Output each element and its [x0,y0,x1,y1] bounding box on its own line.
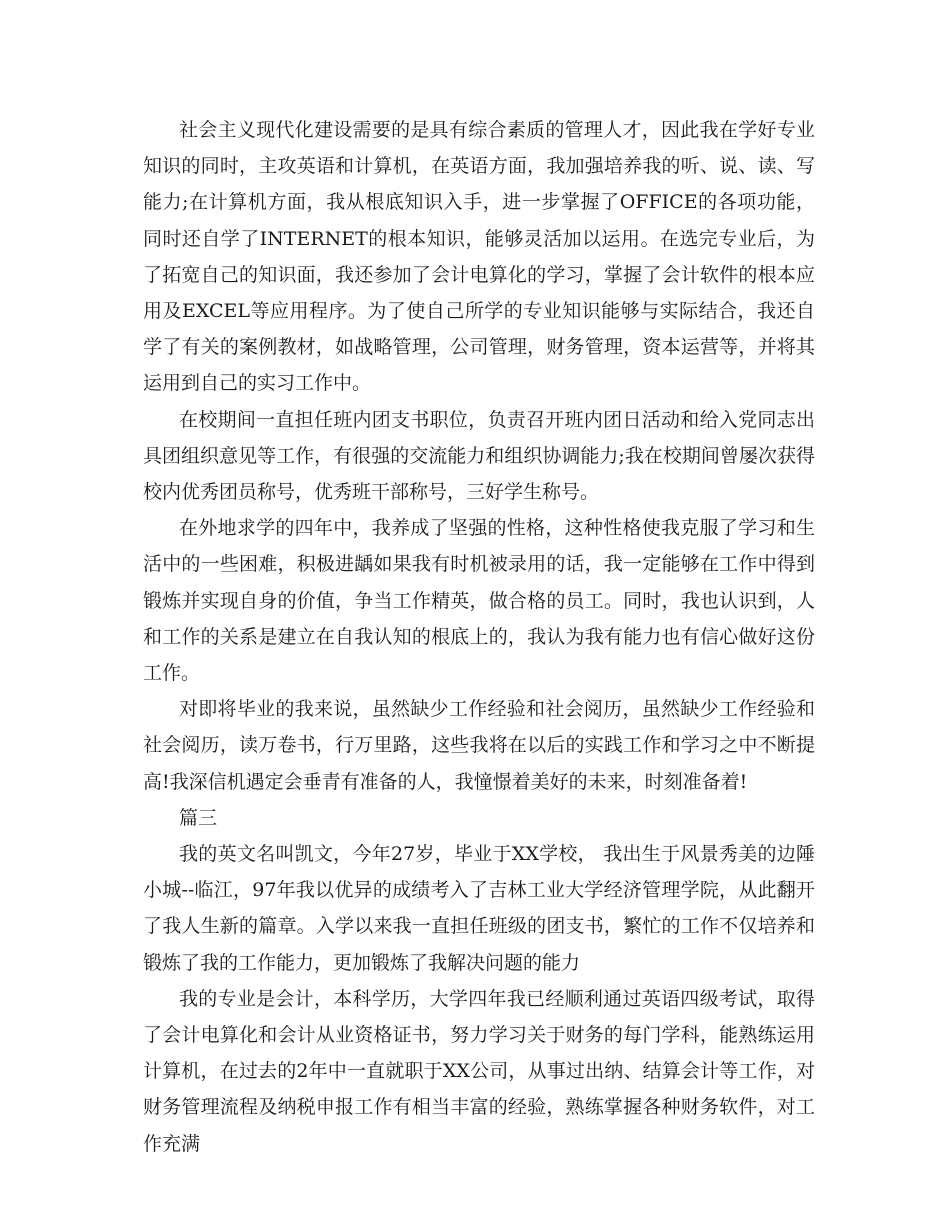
paragraph-major: 我的专业是会计，本科学历，大学四年我已经顺利通过英语四级考试，取得了会计电算化和会计从业资格证书，努力学习关于财务的每门学科，能熟练运用计算机，在过去的2年中一直就职于XX公司，从事过出纳、结算会计等工作，对财务管理流程及纳税申报工作有相当丰富的经验，熟练掌握各种财务软件，对工作充满 [143,987,815,1155]
document-body [143,112,815,1162]
paragraph-introduction: 我的英文名叫凯文，今年27岁，毕业于XX学校， 我出生于风景秀美的边陲小城--临江，97年我以优异的成绩考入了吉林工业大学经济管理学院，从此翻开了我人生新的篇章。入学以来我一直担任班级的团支书，繁忙的工作不仅培养和锻炼了我的工作能力，更加锻炼了我解决问题的能力 [143,843,815,974]
paragraph-character: 在外地求学的四年中，我养成了坚强的性格，这种性格使我克服了学习和生活中的一些困难，积极进龋如果我有时机被录用的话，我一定能够在工作中得到锻炼并实现自身的价值，争当工作精英，做合格的员工。同时，我也认识到，人和工作的关系是建立在自我认知的根底上的，我认为我有能力也有信心做好这份工作。 [143,517,815,685]
paragraph-conclusion: 对即将毕业的我来说，虽然缺少工作经验和社会阅历，虽然缺少工作经验和社会阅历，读万卷书，行万里路，这些我将在以后的实践工作和学习之中不断提高!我深信机遇定会垂青有准备的人，我憧憬着美好的未来，时刻准备着! [143,698,815,793]
paragraph-campus-roles: 在校期间一直担任班内团支书职位，负责召开班内团日活动和给入党同志出具团组织意见等工作，有很强的交流能力和组织协调能力;我在校期间曾屡次获得校内优秀团员称号，优秀班干部称号，三好学生称号。 [143,408,815,504]
paragraph-study: 社会主义现代化建设需要的是具有综合素质的管理人才，因此我在学好专业知识的同时，主攻英语和计算机，在英语方面，我加强培养我的听、说、读、写能力;在计算机方面，我从根底知识入手，进一步掌握了OFFICE的各项功能，同时还自学了INTERNET的根本知识，能够灵活加以运用。在选完专业后，为了拓宽自己的知识面，我还参加了会计电算化的学习，掌握了会计软件的根本应用及EXCEL等应用程序。为了使自己所学的专业知识能够与实际结合，我还自学了有关的案例教材，如战略管理，公司管理，财务管理，资本运营等，并将其运用到自己的实习工作中。 [143,119,815,395]
section-heading: 篇三 [179,806,218,829]
